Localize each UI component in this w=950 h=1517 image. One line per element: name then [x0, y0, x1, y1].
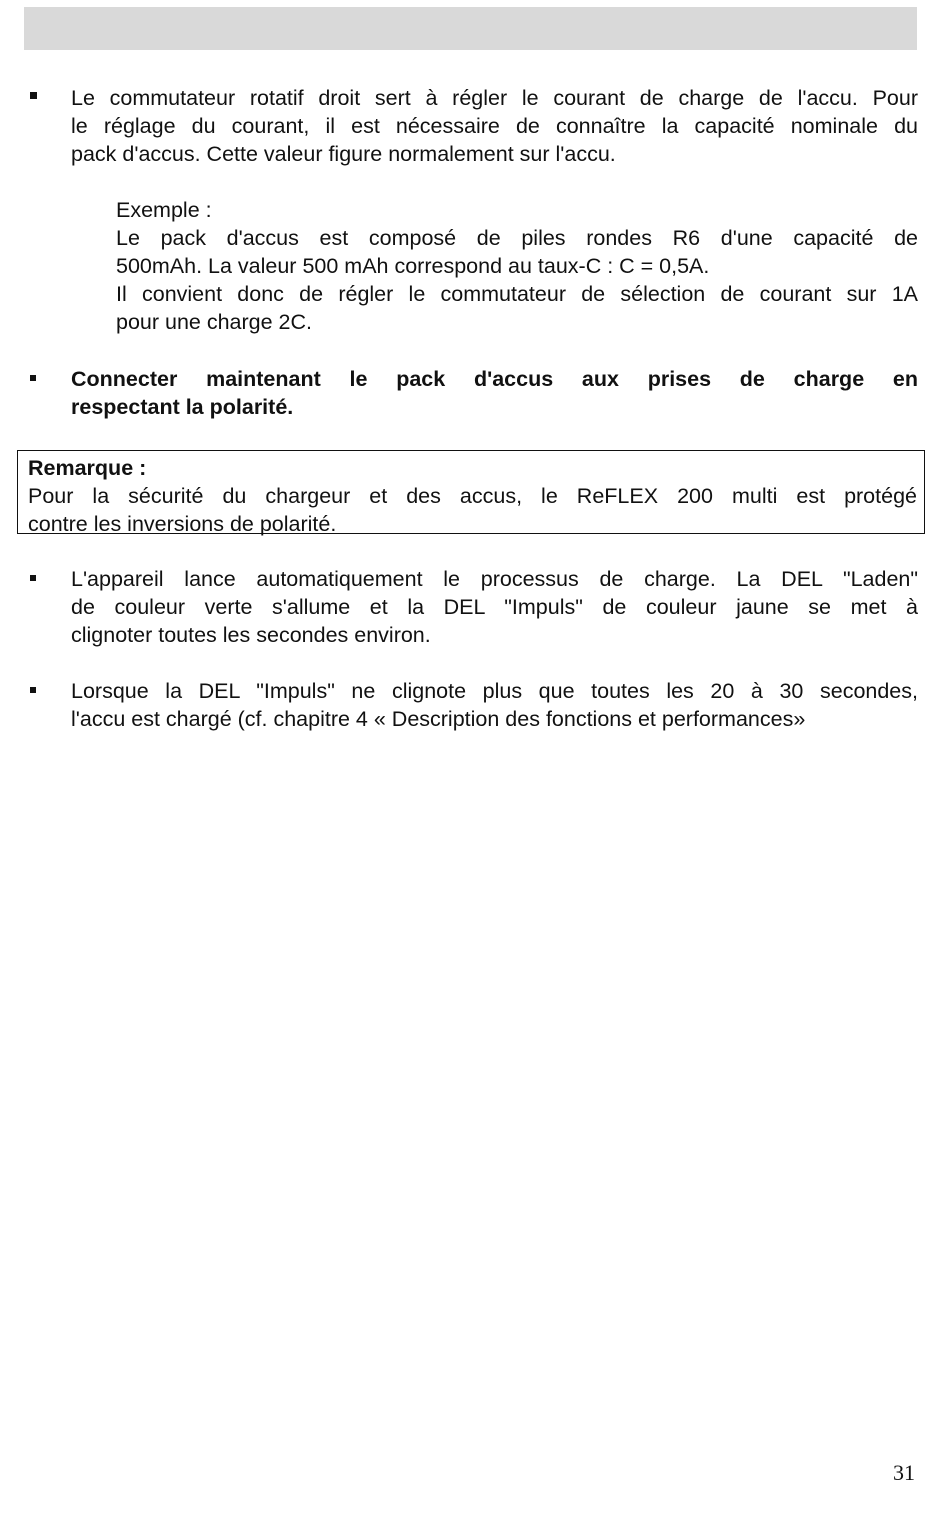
example-block — [116, 196, 918, 336]
text-line: Lorsque la DEL "Impuls" ne clignote plus que toutes les 20 à 30 secondes, — [71, 679, 918, 703]
example-heading: Exemple : — [116, 198, 212, 222]
paragraph-connect-pack — [71, 365, 918, 421]
paragraph-charge-process — [71, 565, 918, 649]
header-bar — [24, 7, 917, 50]
text-line: Le commutateur rotatif droit sert à régler le courant de charge de l'accu. Pour — [71, 86, 918, 110]
text-line: de couleur verte s'allume et la DEL "Impuls" de couleur jaune se met à — [71, 595, 918, 619]
text-line: le réglage du courant, il est nécessaire de connaître la capacité nominale du — [71, 114, 918, 138]
bullet-marker-4 — [30, 687, 36, 693]
bullet-marker-2 — [30, 375, 36, 381]
note-box — [17, 450, 925, 534]
bullet-marker-3 — [30, 575, 36, 581]
text-line: respectant la polarité. — [71, 395, 294, 419]
text-line: L'appareil lance automatiquement le processus de charge. La DEL "Laden" — [71, 567, 918, 591]
text-line: l'accu est chargé (cf. chapitre 4 « Description des fonctions et performances» — [71, 707, 806, 731]
note-text — [28, 482, 917, 538]
bullet-marker-1 — [30, 92, 37, 99]
text-line: 500mAh. La valeur 500 mAh correspond au taux-C : C = 0,5A. — [116, 254, 710, 278]
note-title: Remarque : — [28, 456, 147, 480]
text-line: Pour la sécurité du chargeur et des accus, le ReFLEX 200 multi est protégé — [28, 484, 917, 508]
text-line: Connecter maintenant le pack d'accus aux prises de charge en — [71, 367, 918, 391]
text-line: Le pack d'accus est composé de piles rondes R6 d'une capacité de — [116, 226, 918, 250]
paragraph-charge-complete — [71, 677, 918, 733]
text-line: pack d'accus. Cette valeur figure normalement sur l'accu. — [71, 142, 616, 166]
text-line: contre les inversions de polarité. — [28, 512, 337, 536]
text-line: Il convient donc de régler le commutateur de sélection de courant sur 1A — [116, 282, 918, 306]
paragraph-rotary-switch — [71, 84, 918, 168]
text-line: clignoter toutes les secondes environ. — [71, 623, 431, 647]
text-line: pour une charge 2C. — [116, 310, 313, 334]
page-number: 31 — [893, 1460, 915, 1485]
